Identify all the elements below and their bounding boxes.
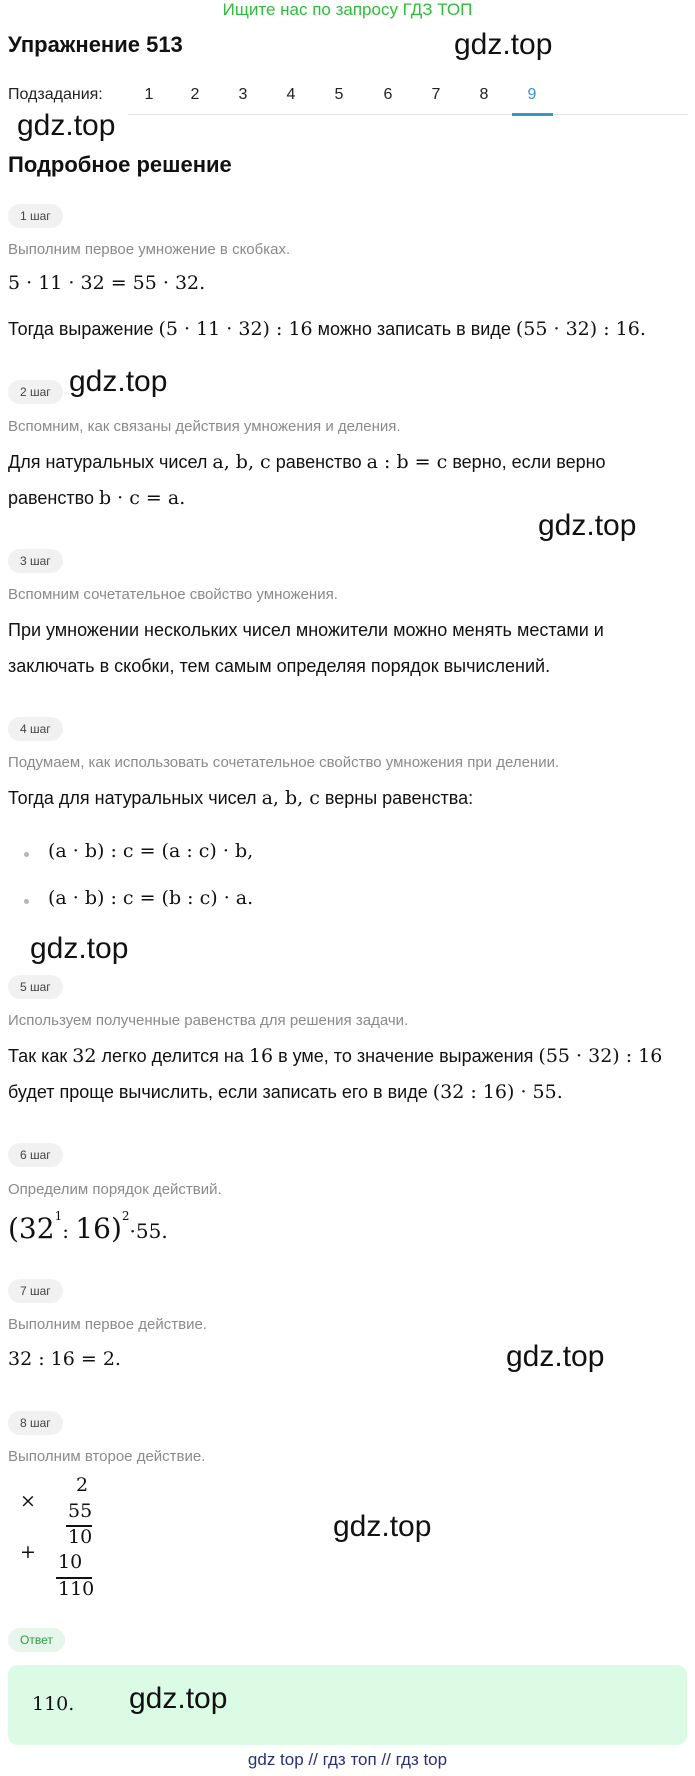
answer-value: 110. <box>32 1693 75 1715</box>
math-expression: a : b = c <box>366 451 448 473</box>
math-expression: a, b, c <box>212 451 271 473</box>
step-hint: Вспомним сочетательное свойство умножения. <box>8 586 338 603</box>
math-expression: (55 · 32) : 16 <box>538 1045 663 1067</box>
watermark: gdz.top <box>506 1340 605 1373</box>
bullet-dot <box>24 852 29 857</box>
column-row: 55 <box>68 1500 93 1522</box>
footer-links[interactable]: gdz top // гдз топ // гдз top <box>247 1750 448 1769</box>
text-part: верны равенства: <box>324 788 474 808</box>
step-text: заключать в скобки, тем самым определяя порядок вычислений. <box>8 656 551 676</box>
text-part: в уме, то значение выражения <box>278 1046 534 1066</box>
tab-4[interactable]: 4 <box>286 86 296 103</box>
tab-9-active[interactable]: 9 <box>527 86 537 103</box>
watermark: gdz.top <box>454 28 553 61</box>
math-expression: (55 · 32) : 16. <box>515 318 646 340</box>
column-row: 10 <box>58 1551 83 1573</box>
step-hint: Определим порядок действий. <box>8 1181 222 1198</box>
math-expression: (32 : 16) · 55. <box>432 1081 563 1103</box>
step-badge: 5 шаг <box>8 975 63 999</box>
text-part: верно, если верно <box>452 452 606 472</box>
column-row: 110 <box>58 1578 95 1600</box>
tab-6[interactable]: 6 <box>383 86 393 103</box>
math-expression: 16 <box>248 1045 274 1067</box>
division-sign: : <box>62 1219 69 1243</box>
page-title: Упражнение 513 <box>8 32 183 57</box>
tab-3[interactable]: 3 <box>238 86 248 103</box>
answer-box <box>8 1665 687 1745</box>
watermark: gdz.top <box>129 1682 228 1715</box>
text-part: будет проще вычислить, если записать его в виде <box>8 1082 428 1102</box>
tab-2[interactable]: 2 <box>190 86 200 103</box>
text-part: Так как <box>8 1046 68 1066</box>
text-part: равенство <box>275 452 362 472</box>
step-hint: Выполним второе действие. <box>8 1448 206 1465</box>
step-badge: 1 шаг <box>8 204 63 228</box>
step-text <box>8 787 473 809</box>
column-row: 10 <box>68 1526 93 1548</box>
tab-8[interactable]: 8 <box>479 86 489 103</box>
step-badge: 7 шаг <box>8 1279 63 1303</box>
watermark: gdz.top <box>333 1510 432 1543</box>
step-badge: 4 шаг <box>8 717 63 741</box>
paren-open: (32 <box>8 1212 55 1245</box>
step-hint: Выполним первое умножение в скобках. <box>8 241 291 258</box>
step-badge: 3 шаг <box>8 549 63 573</box>
tabs-divider <box>128 114 688 115</box>
answer-badge: Ответ <box>8 1628 65 1652</box>
step-badge: 2 шаг <box>8 380 63 404</box>
watermark: gdz.top <box>538 509 637 542</box>
math-expression: a, b, c <box>261 787 320 809</box>
step-text: При умножении нескольких чисел множители можно менять местами и <box>8 620 604 640</box>
promo-link[interactable]: Ищите нас по запросу ГДЗ ТОП <box>222 0 473 19</box>
step-hint: Подумаем, как использовать сочетательное свойство умножения при делении. <box>8 754 560 771</box>
operation-order-1: 1 <box>54 1209 63 1224</box>
tab-1[interactable]: 1 <box>144 86 154 103</box>
step-badge: 6 шаг <box>8 1143 63 1167</box>
text-part: Тогда для натуральных чисел <box>8 788 257 808</box>
list-item-equation: (a · b) : c = (b : c) · a. <box>48 887 254 909</box>
step-hint: Вспомним, как связаны действия умножения и деления. <box>8 418 401 435</box>
plus-sign: + <box>20 1541 36 1563</box>
step-text <box>8 1045 662 1067</box>
step-hint: Выполним первое действие. <box>8 1316 207 1333</box>
paren-close: 16) <box>75 1212 122 1245</box>
step-text <box>8 318 646 340</box>
order-of-operations <box>8 1209 168 1245</box>
math-expression: (5 · 11 · 32) : 16 <box>158 318 313 340</box>
step-text <box>8 451 606 473</box>
solution-heading: Подробное решение <box>8 152 232 177</box>
watermark: gdz.top <box>17 109 116 142</box>
step-hint: Используем полученные равенства для решения задачи. <box>8 1012 409 1029</box>
operation-order-2: 2 <box>121 1209 130 1224</box>
step-equation: 32 : 16 = 2. <box>8 1348 121 1370</box>
text-part: Для натуральных чисел <box>8 452 208 472</box>
watermark: gdz.top <box>69 365 168 398</box>
multiply-sign: × <box>20 1490 36 1512</box>
text-part: можно записать в виде <box>317 319 511 339</box>
math-expression: b · c = a. <box>98 487 186 509</box>
active-tab-indicator <box>512 113 553 116</box>
tab-5[interactable]: 5 <box>334 86 344 103</box>
watermark: gdz.top <box>30 932 129 965</box>
step-equation: 5 · 11 · 32 = 55 · 32. <box>8 272 206 294</box>
text-part: равенство <box>8 488 94 508</box>
math-expression: 32 <box>72 1045 97 1067</box>
step-text <box>8 1081 563 1103</box>
multiplier: ·55. <box>129 1219 168 1243</box>
list-item-equation: (a · b) : c = (a : c) · b, <box>48 840 254 862</box>
subtasks-label: Подзадания: <box>8 86 103 103</box>
text-part: Тогда выражение <box>8 319 154 339</box>
column-row: 2 <box>76 1474 89 1496</box>
text-part: легко делится на <box>101 1046 244 1066</box>
step-text <box>8 487 185 509</box>
step-badge: 8 шаг <box>8 1411 63 1435</box>
bullet-dot <box>24 899 29 904</box>
tab-7[interactable]: 7 <box>431 86 441 103</box>
